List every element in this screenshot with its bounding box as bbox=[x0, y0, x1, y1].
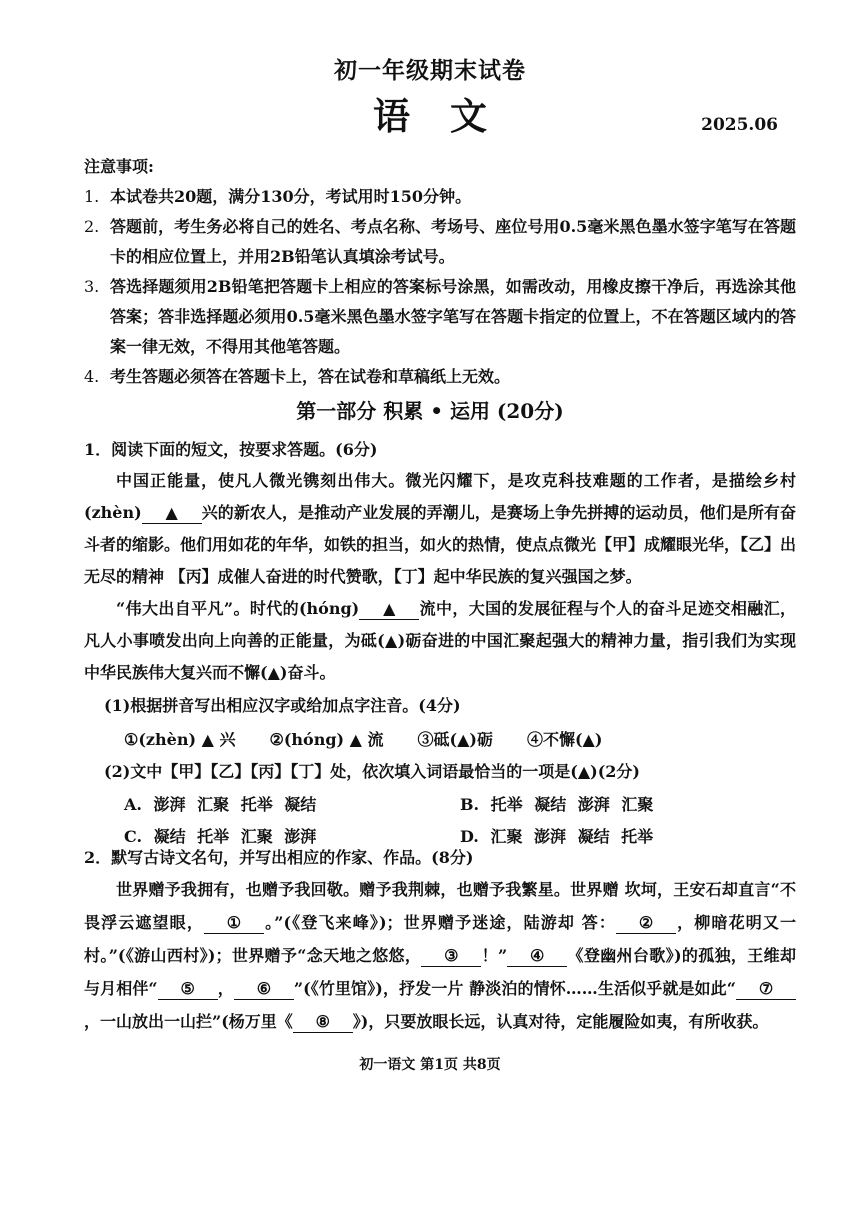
question-2-passage bbox=[84, 873, 796, 1038]
notice-section bbox=[84, 152, 796, 392]
subject-title: 语文 bbox=[373, 94, 527, 138]
passage-text: ”(《竹里馆》)，抒发一片 静淡泊的情怀……生活似乎就是如此“ bbox=[293, 979, 736, 998]
passage-text: 。”(《登飞来峰》)；世界赠予迷途，陆游却 答： bbox=[263, 913, 617, 932]
notice-title: 注意事项: bbox=[84, 157, 154, 176]
answer-blank: ▲ bbox=[359, 599, 419, 620]
sub-item: ②(hóng) ▲ 流 bbox=[269, 730, 384, 749]
section-title: 第一部分 积累 • 运用 (20分) bbox=[296, 399, 564, 423]
answer-blank: ③ bbox=[421, 946, 481, 967]
passage-text: 流中，大国的发展征程与个人的奋斗足迹交相融汇，凡人小事喷发出向上向善的正能量，为砥(▲)砺奋进的中国汇聚起强大的精神力量，指引我们为实现中华民族伟大复兴而不懈(▲)奋斗。 bbox=[84, 599, 796, 682]
notice-item bbox=[84, 272, 796, 362]
notice-text: 本试卷共20题，满分130分，考试用时150分钟。 bbox=[110, 187, 472, 206]
notice-number: 2. bbox=[84, 217, 100, 236]
passage-text: 兴的新农人，是推动产业发展的弄潮儿，是赛场上争先拼搏的运动员，他们是所有奋斗者的缩影。他们用如花的年华，如铁的担当，如火的热情，使点点微光【甲】成耀眼光华，【乙】出无尽的精神 【丙】成催人奋进的时代赞歌，【丁】起中华民族的复兴强国之梦。 bbox=[84, 503, 797, 586]
choice-option: C. 凝结 托举 汇聚 澎湃 bbox=[124, 827, 317, 846]
passage-text: ，一山放出一山拦”(杨万里《 bbox=[84, 1012, 293, 1031]
notice-number: 1. bbox=[84, 187, 100, 206]
passage-text: 》)，只要放眼长远，认真对待，定能履险如夷，有所收获。 bbox=[352, 1012, 769, 1031]
question-1 bbox=[84, 435, 796, 853]
answer-blank: ② bbox=[616, 913, 676, 934]
notice-item bbox=[84, 212, 796, 272]
passage-paragraph-1 bbox=[84, 465, 796, 593]
notice-item bbox=[84, 362, 796, 392]
passage-text: “伟大出自平凡”。时代的(hóng) bbox=[116, 599, 360, 618]
sub-item: ①(zhèn) ▲ 兴 bbox=[124, 730, 236, 749]
passage-text: 中国正能量，使凡人微光镌刻出伟大。微光闪耀下，是攻克科技难题的工作者，是描绘乡村(zhèn) bbox=[84, 471, 796, 522]
sub-item: ④不懈(▲) bbox=[526, 730, 603, 749]
sub-question-2: (2)文中【甲】【乙】【丙】【丁】处，依次填入词语最恰当的一项是(▲)(2分) bbox=[104, 762, 640, 781]
choice-option: A. 澎湃 汇聚 托举 凝结 bbox=[124, 795, 317, 814]
question-2 bbox=[84, 843, 796, 1038]
notice-number: 4. bbox=[84, 367, 100, 386]
notice-text: 答选择题须用2B铅笔把答题卡上相应的答案标号涂黑，如需改动，用橡皮擦干净后，再选涂其他答案；答非选择题必须用0.5毫米黑色墨水签字笔写在答题卡指定的位置上，不在答题区域内的答案一律无效，不得用其他笔答题。 bbox=[110, 277, 796, 356]
passage-text: 《登幽州台歌》)的孤独，王维却与月相伴“ bbox=[84, 946, 796, 998]
sub-question-1-items bbox=[124, 725, 796, 755]
passage-text: 世界赠予我拥有，也赠予我回敬。赠予我荆棘，也赠予我繁星。世界赠 坎坷，王安石却直言“不畏浮云遮望眼， bbox=[84, 880, 796, 932]
answer-blank: ⑧ bbox=[293, 1012, 353, 1033]
choice-option: D. 汇聚 澎湃 凝结 托举 bbox=[460, 827, 654, 846]
passage-text: ！” bbox=[481, 946, 508, 965]
exam-title: 初一年级期末试卷 bbox=[334, 57, 526, 84]
notice-text: 答题前，考生务必将自己的姓名、考点名称、考场号、座位号用0.5毫米黑色墨水签字笔写在答题卡的相应位置上，并用2B铅笔认真填涂考试号。 bbox=[110, 217, 796, 266]
question-1-heading: 1．阅读下面的短文，按要求答题。(6分) bbox=[84, 440, 378, 459]
question-2-heading: 2．默写古诗文名句，并写出相应的作家、作品。(8分) bbox=[84, 848, 474, 867]
passage-paragraph-2 bbox=[84, 593, 796, 689]
passage-text: ， bbox=[217, 979, 234, 998]
sub-question-1: (1)根据拼音写出相应汉字或给加点字注音。(4分) bbox=[104, 696, 461, 715]
answer-blank: ▲ bbox=[142, 503, 202, 524]
passage-text: ，柳暗花明又一村。”(《游山西村》)；世界赠予“念天地之悠悠， bbox=[84, 913, 796, 965]
answer-blank: ⑤ bbox=[158, 979, 218, 1000]
choice-option: B. 托举 凝结 澎湃 汇聚 bbox=[460, 795, 654, 814]
sub-item: ③砥(▲)砺 bbox=[417, 730, 493, 749]
notice-number: 3. bbox=[84, 277, 100, 296]
answer-blank: ④ bbox=[507, 946, 567, 967]
answer-blank: ⑦ bbox=[736, 979, 796, 1000]
answer-blank: ⑥ bbox=[234, 979, 294, 1000]
notice-item bbox=[84, 182, 796, 212]
notice-text: 考生答题必须答在答题卡上，答在试卷和草稿纸上无效。 bbox=[110, 367, 511, 386]
exam-date: 2025.06 bbox=[701, 115, 778, 135]
page-footer: 初一语文 第1页 共8页 bbox=[359, 1057, 501, 1073]
answer-blank: ① bbox=[204, 913, 264, 934]
